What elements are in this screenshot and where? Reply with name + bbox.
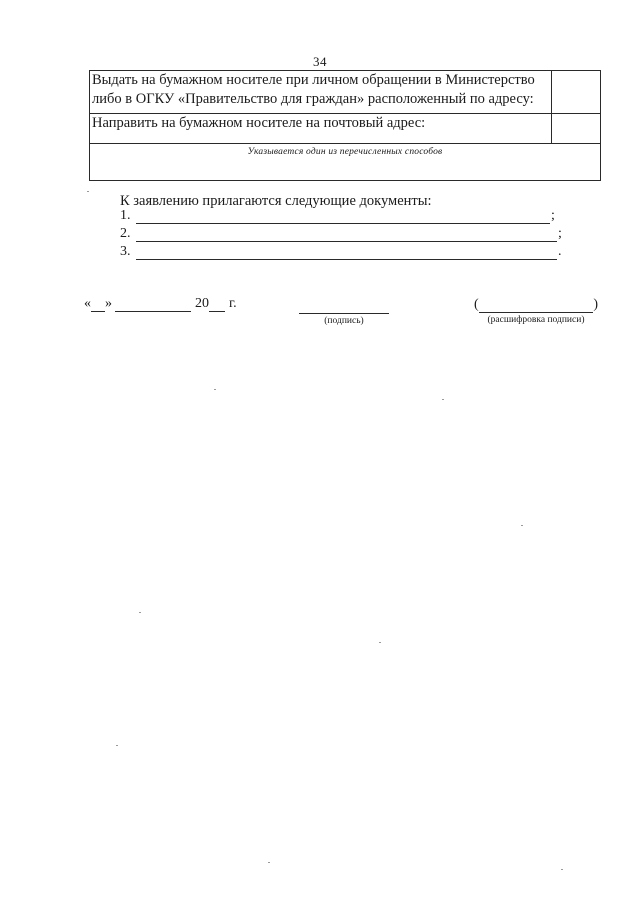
year-prefix: 20 [195,296,209,311]
signature-field [299,296,389,326]
page-number: 34 [313,54,327,69]
signature-block [0,296,640,336]
attachment-item [120,244,562,260]
attachment-field[interactable] [136,228,557,242]
month-field[interactable] [115,298,191,312]
attachment-item [120,208,555,224]
delivery-option-checkbox[interactable] [552,71,601,114]
attachment-terminator: . [558,244,562,259]
scan-speck [521,525,523,526]
decode-paren-open: ( [474,297,479,312]
attachment-field[interactable] [136,246,557,260]
attachment-item [120,226,562,242]
decode-caption: (расшифровка подписи) [487,315,585,325]
scan-speck [87,191,89,192]
scan-speck [379,642,381,643]
scan-speck [561,869,563,870]
scan-speck [442,399,444,400]
delivery-option-row [90,114,601,144]
attachment-terminator: ; [558,226,562,241]
signature-line[interactable] [299,296,389,314]
signature-caption: (подпись) [324,316,364,326]
delivery-option-label: Направить на бумажном носителе на почтовый адрес: [90,114,552,144]
scan-speck [268,862,270,863]
attachment-number: 1. [120,208,131,223]
year-suffix: г. [229,296,237,311]
delivery-note-row [90,144,601,181]
day-field[interactable] [91,298,105,312]
scan-speck [139,612,141,613]
delivery-note: Указывается один из перечисленных способов [90,144,601,181]
decode-line[interactable] [479,299,594,313]
attachment-number: 3. [120,244,131,259]
decode-paren-close: ) [593,297,598,312]
delivery-option-row [90,71,601,114]
signature-decode-field [474,296,598,325]
quote-open: « [84,296,91,311]
delivery-option-checkbox[interactable] [552,114,601,144]
scan-speck [116,745,118,746]
delivery-option-label: Выдать на бумажном носителе при личном обращении в Министерство либо в ОГКУ «Правительство для граждан» расположенный по адресу: [90,71,552,114]
attachment-terminator: ; [551,208,555,223]
attachment-field[interactable] [136,210,550,224]
delivery-options-table [89,70,601,181]
date-field [84,296,237,312]
attachments-title: К заявлению прилагаются следующие документы: [120,193,432,209]
quote-close: » [105,296,112,311]
scan-speck [214,389,216,390]
year-field[interactable] [209,298,225,312]
attachment-number: 2. [120,226,131,241]
